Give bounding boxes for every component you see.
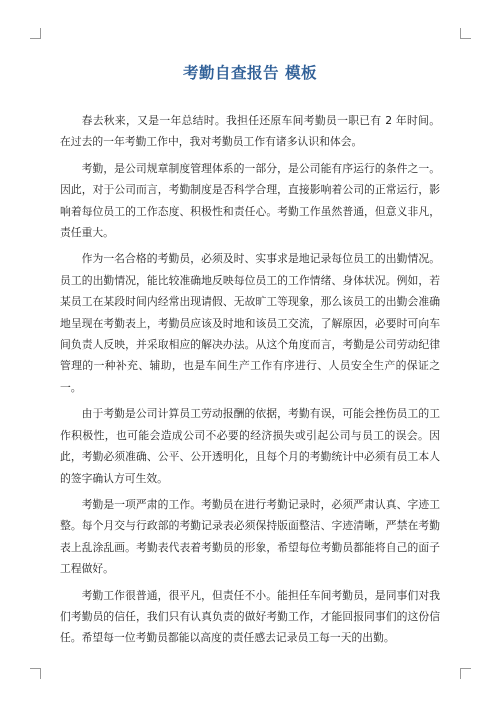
paragraph: 考勤工作很普通，很平凡，但责任不小。能担任车间考勤员，是同事们对我们考勤员的信任，我们只有认真负责的做好考勤工作，才能回报同事们的这份信任。希望每一位考勤员都能以高度的责任感去记录员工每一天的出勤。	[60, 588, 440, 645]
paragraph: 春去秋来，又是一年总结时。我担任还原车间考勤员一职已有 2 年时间。在过去的一年考勤工作中，我对考勤员工作有诸多认识和体会。	[60, 114, 440, 149]
document-body	[60, 110, 440, 649]
crop-mark-top-right	[460, 28, 471, 39]
document-page	[60, 62, 440, 654]
crop-mark-top-left	[30, 28, 41, 39]
crop-mark-bottom-left	[30, 668, 41, 679]
paragraph: 考勤是一项严肃的工作。考勤员在进行考勤记录时，必须严肃认真、字迹工整。每个月交与行政部的考勤记录表必须保持版面整洁、字迹清晰，严禁在考勤表上乱涂乱画。考勤表代表着考勤员的形象，希望每位考勤员都能将自己的面子工程做好。	[60, 497, 440, 576]
document-title: 考勤自查报告 模板	[183, 64, 317, 82]
paragraph: 由于考勤是公司计算员工劳动报酬的依据，考勤有误，可能会挫伤员工的工作积极性，也可能会造成公司不必要的经济损失或引起公司与员工的误会。因此，考勤必须准确、公平、公开透明化，且每个月的考勤统计中必须有员工本人的签字确认方可生效。	[60, 407, 440, 485]
paragraph: 考勤，是公司规章制度管理体系的一部分，是公司能有序运行的条件之一。因此，对于公司而言，考勤制度是否科学合理，直接影响着公司的正常运行，影响着每位员工的工作态度、积极性和责任心。考勤工作虽然普通，但意义非凡，责任重大。	[60, 161, 440, 240]
paragraph: 作为一名合格的考勤员，必须及时、实事求是地记录每位员工的出勤情况。员工的出勤情况，能比较准确地反映每位员工的工作情绪、身体状况。例如，若某员工在某段时间内经常出现请假、无故旷工等现象，那么该员工的出勤会准确地呈现在考勤表上，考勤员应该及时地和该员工交流，了解原因，必要时可向车间负责人反映，并采取相应的解决办法。从这个角度而言，考勤是公司劳动纪律管理的一种补充、辅助，也是车间生产工作有序进行、人员安全生产的保证之一。	[60, 252, 440, 394]
crop-mark-bottom-right	[460, 668, 471, 679]
